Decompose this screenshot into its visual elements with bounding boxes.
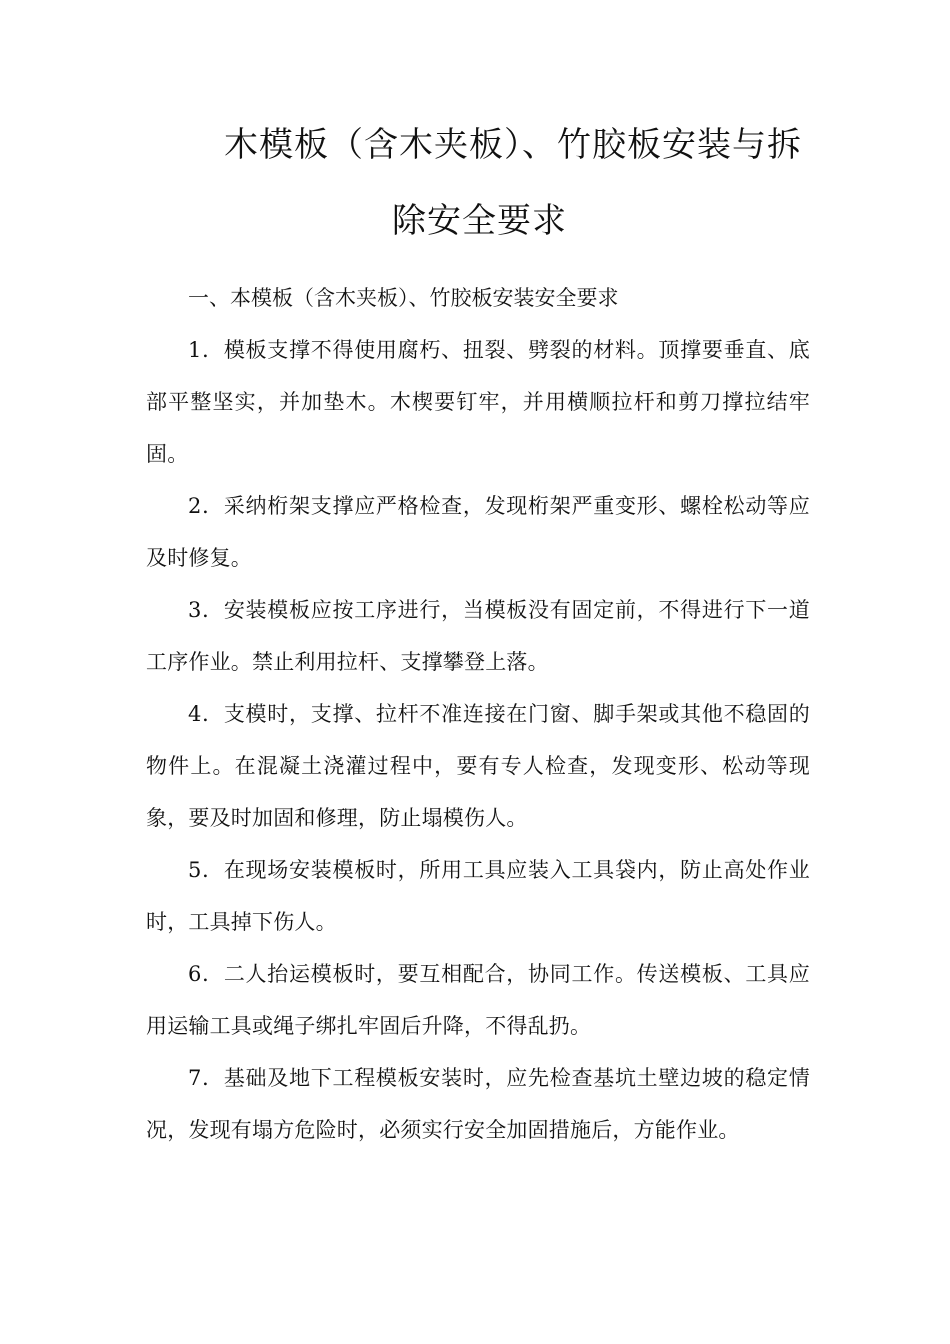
- document-title-line-1: 木模板（含木夹板）、竹胶板安装与拆: [224, 125, 802, 165]
- paragraph-item-2: 2．采纳桁架支撑应严格检查，发现桁架严重变形、螺栓松动等应及时修复。: [146, 494, 810, 570]
- paragraph-item-5: 5．在现场安装模板时，所用工具应装入工具袋内，防止高处作业时，工具掉下伤人。: [146, 858, 810, 934]
- paragraph-item-4: 4．支模时，支撑、拉杆不准连接在门窗、脚手架或其他不稳固的物件上。在混凝土浇灌过程中，要有专人检查，发现变形、松动等现象，要及时加固和修理，防止塌模伤人。: [146, 702, 810, 830]
- section-heading: 一、本模板（含木夹板）、竹胶板安装安全要求: [188, 286, 619, 310]
- paragraph-item-1: 1．模板支撑不得使用腐朽、扭裂、劈裂的材料。顶撑要垂直、底部平整坚实，并加垫木。木楔要钉牢，并用横顺拉杆和剪刀撑拉结牢固。: [146, 338, 810, 466]
- paragraph-item-7: 7．基础及地下工程模板安装时，应先检查基坑土壁边坡的稳定情况，发现有塌方危险时，必须实行安全加固措施后，方能作业。: [146, 1066, 810, 1142]
- paragraph-item-6: 6．二人抬运模板时，要互相配合，协同工作。传送模板、工具应用运输工具或绳子绑扎牢固后升降，不得乱扔。: [146, 962, 810, 1038]
- paragraph-item-3: 3．安装模板应按工序进行，当模板没有固定前，不得进行下一道工序作业。禁止利用拉杆、支撑攀登上落。: [146, 598, 810, 674]
- document-body: [146, 272, 810, 1156]
- document-title-line-2: 除安全要求: [392, 201, 567, 241]
